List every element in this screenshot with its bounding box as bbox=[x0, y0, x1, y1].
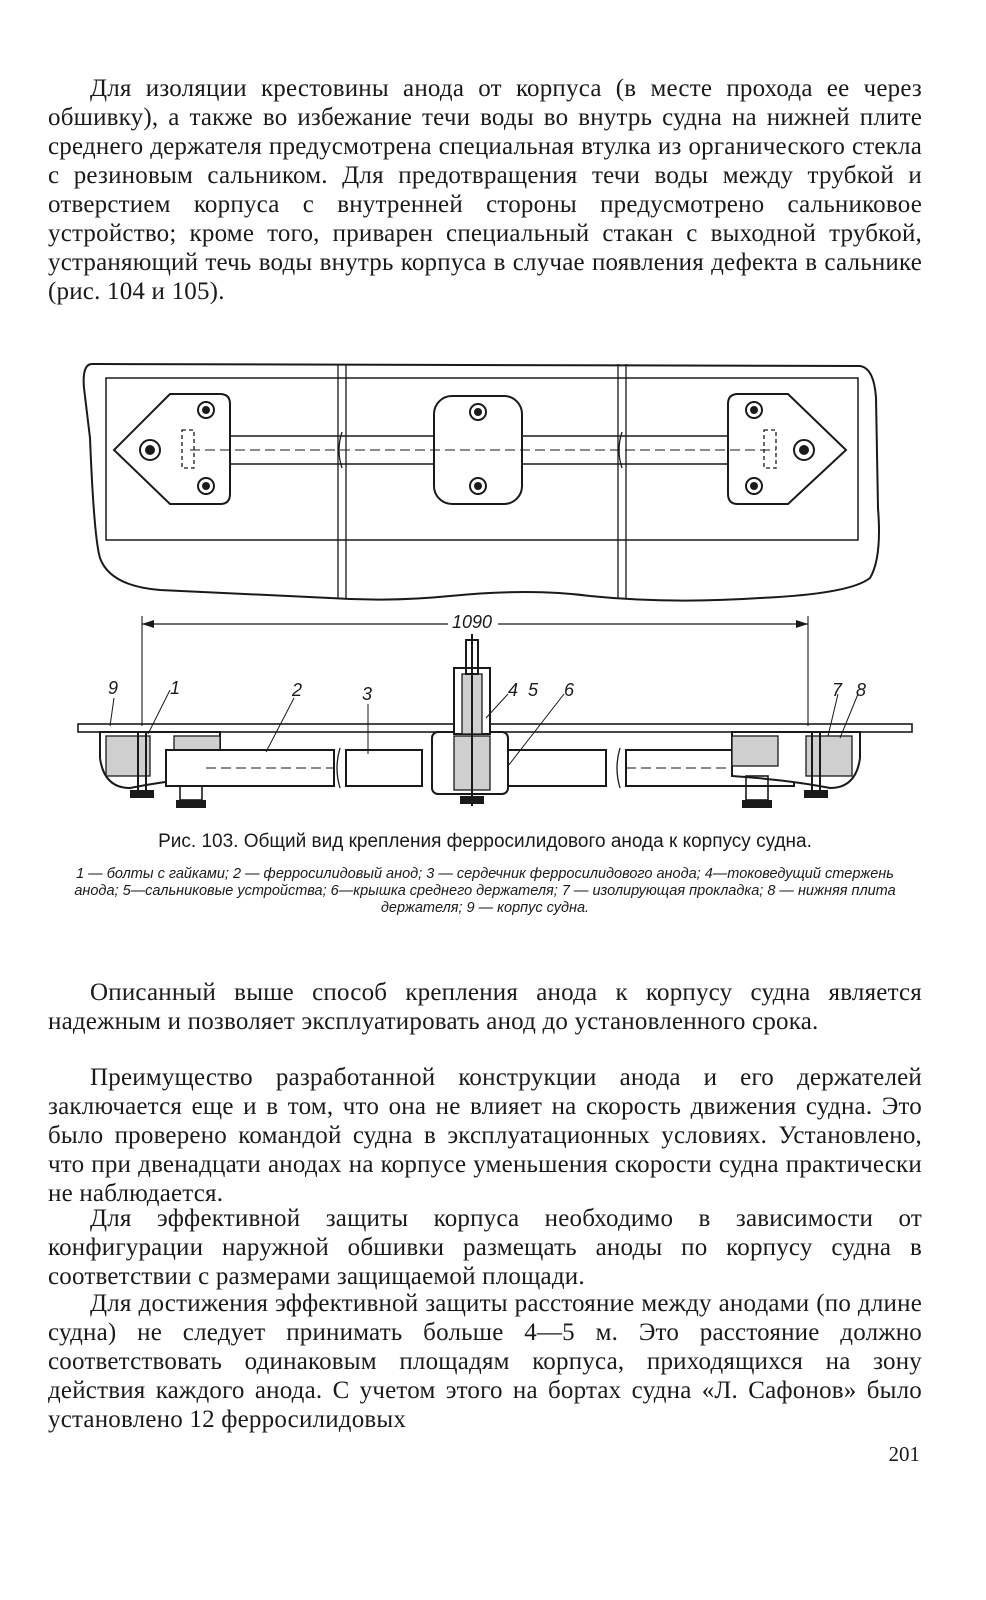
label-9: 9 bbox=[108, 678, 119, 698]
plan-frame bbox=[106, 378, 858, 540]
figure-caption-legend: 1 — болты с гайками; 2 — ферросилидовый анод; 3 — сердечник ферросилидового анода; 4—токоведущий стержень анода; 5—сальниковые устройства; 6—крышка среднего держателя; 7 — изолирующая прокладка; 8 — нижняя плита держателя; 9 — корпус судна. bbox=[74, 866, 896, 916]
paragraph-5: Для достижения эффективной защиты расстояние между анодами (по длине судна) не следует принимать больше 4—5 м. Это расстояние должно соответствовать одинаковым площадям корпуса, приходящихся на зону действия каждого анода. С учетом этого на бортах судна «Л. Сафонов» было установлено 12 ферросилидовых bbox=[48, 1290, 922, 1433]
page-number: 201 bbox=[888, 1442, 920, 1466]
figure-caption-title: Рис. 103. Общий вид крепления ферросилидового анода к корпусу судна. bbox=[158, 831, 812, 852]
label-4: 4 bbox=[508, 680, 519, 700]
left-holder-plate bbox=[114, 394, 230, 504]
label-6: 6 bbox=[564, 680, 575, 700]
hull-plate bbox=[78, 724, 912, 732]
dimension-label: 1090 bbox=[451, 612, 493, 632]
paragraph-1: Для изоляции крестовины анода от корпуса (в месте прохода ее через обшивку), а также во избежание течи воды во внутрь судна на нижней плите среднего держателя предусмотрена специальная втулка из органического стекла с резиновым сальником. Для предотвращения течи воды между трубкой и отверстием корпуса с внутренней стороны предусмотрено сальниковое устройство; кроме того, приварен специальный стакан с выходной трубкой, устраняющий течь воды внутрь корпуса в случае появления дефекта в сальнике (рис. 104 и 105). bbox=[48, 75, 922, 305]
anode-left bbox=[166, 750, 334, 786]
paragraph-2: Описанный выше способ крепления анода к корпусу судна является надежным и позволяет эксплуатировать анод до установленного срока. bbox=[48, 979, 922, 1035]
paragraph-3: Преимущество разработанной конструкции анода и его держателей заключается еще и в том, что она не влияет на скорость движения судна. Это было проверено командой судна в эксплуатационных условиях. Установлено, что при двенадцати анодах на корпусе уменьшения скорости судна практически не наблюдается. bbox=[48, 1064, 922, 1207]
label-7: 7 bbox=[832, 680, 843, 700]
label-8: 8 bbox=[856, 680, 867, 700]
label-5: 5 bbox=[528, 680, 539, 700]
label-3: 3 bbox=[362, 684, 373, 704]
paragraph-4: Для эффективной защиты корпуса необходимо в зависимости от конфигурации наружной обшивки размещать аноды по корпусу судна в соответствии с размерами защищаемой площади. bbox=[48, 1205, 922, 1290]
figure-103-drawing bbox=[70, 358, 920, 818]
label-2: 2 bbox=[292, 680, 303, 700]
label-1: 1 bbox=[170, 678, 181, 698]
hull-outline bbox=[84, 364, 879, 601]
